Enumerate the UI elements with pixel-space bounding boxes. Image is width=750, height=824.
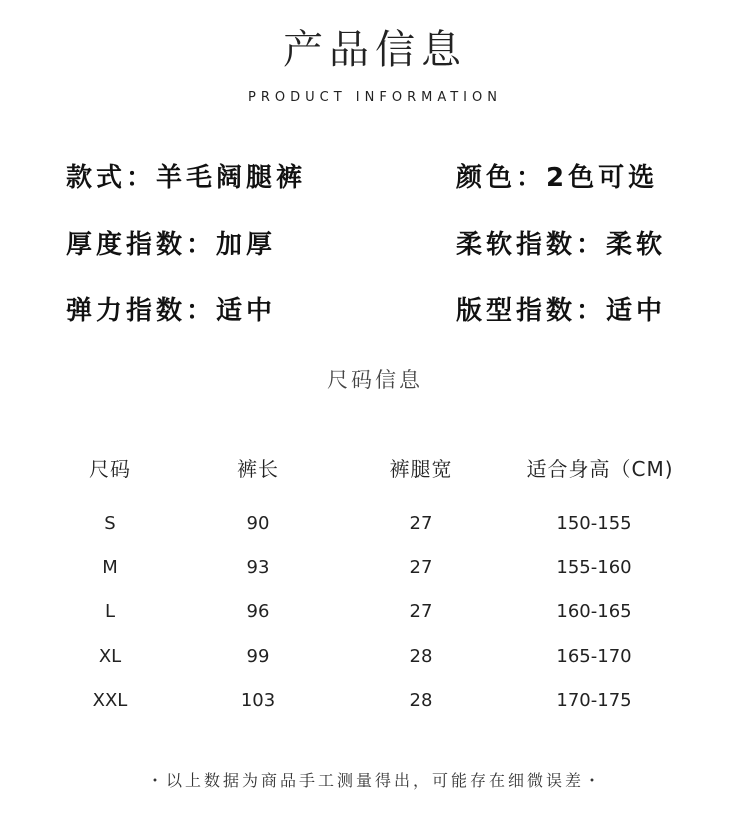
size-section-title: 尺码信息 <box>327 368 423 392</box>
table-cell-length: 99 <box>246 646 270 667</box>
table-cell-leg-width: 28 <box>409 690 433 711</box>
table-cell-leg-width: 27 <box>409 513 433 534</box>
table-header-size: 尺码 <box>89 457 131 481</box>
table-cell-size: XL <box>98 646 122 667</box>
info-color: 颜色：2色可选 <box>456 163 659 193</box>
table-cell-length: 96 <box>246 601 270 622</box>
page-subtitle: PRODUCT INFORMATION <box>248 90 502 105</box>
table-cell-size: XXL <box>92 690 128 711</box>
table-header-length: 裤长 <box>237 457 279 481</box>
disclaimer-footnote: ・以上数据为商品手工测量得出，可能存在细微误差・ <box>146 771 603 790</box>
table-cell-leg-width: 27 <box>409 601 433 622</box>
info-style: 款式：羊毛阔腿裤 <box>66 163 307 193</box>
table-cell-length: 93 <box>246 557 270 578</box>
table-cell-size: L <box>104 601 116 622</box>
table-cell-size: S <box>104 513 116 534</box>
table-cell-size: M <box>102 557 118 578</box>
page-title: 产品信息 <box>283 27 467 73</box>
info-fit: 版型指数：适中 <box>456 296 667 326</box>
info-elasticity: 弹力指数：适中 <box>66 296 277 326</box>
table-cell-height: 165-170 <box>556 646 632 667</box>
info-thickness: 厚度指数：加厚 <box>66 230 277 260</box>
table-cell-height: 160-165 <box>556 601 632 622</box>
table-cell-leg-width: 28 <box>409 646 433 667</box>
table-header-height: 适合身高（CM) <box>526 457 674 481</box>
table-cell-height: 150-155 <box>556 513 632 534</box>
table-header-leg-width: 裤腿宽 <box>389 457 453 481</box>
info-softness: 柔软指数：柔软 <box>456 230 667 260</box>
table-cell-height: 155-160 <box>556 557 632 578</box>
table-cell-length: 103 <box>240 690 276 711</box>
table-cell-length: 90 <box>246 513 270 534</box>
table-cell-leg-width: 27 <box>409 557 433 578</box>
table-cell-height: 170-175 <box>556 690 632 711</box>
